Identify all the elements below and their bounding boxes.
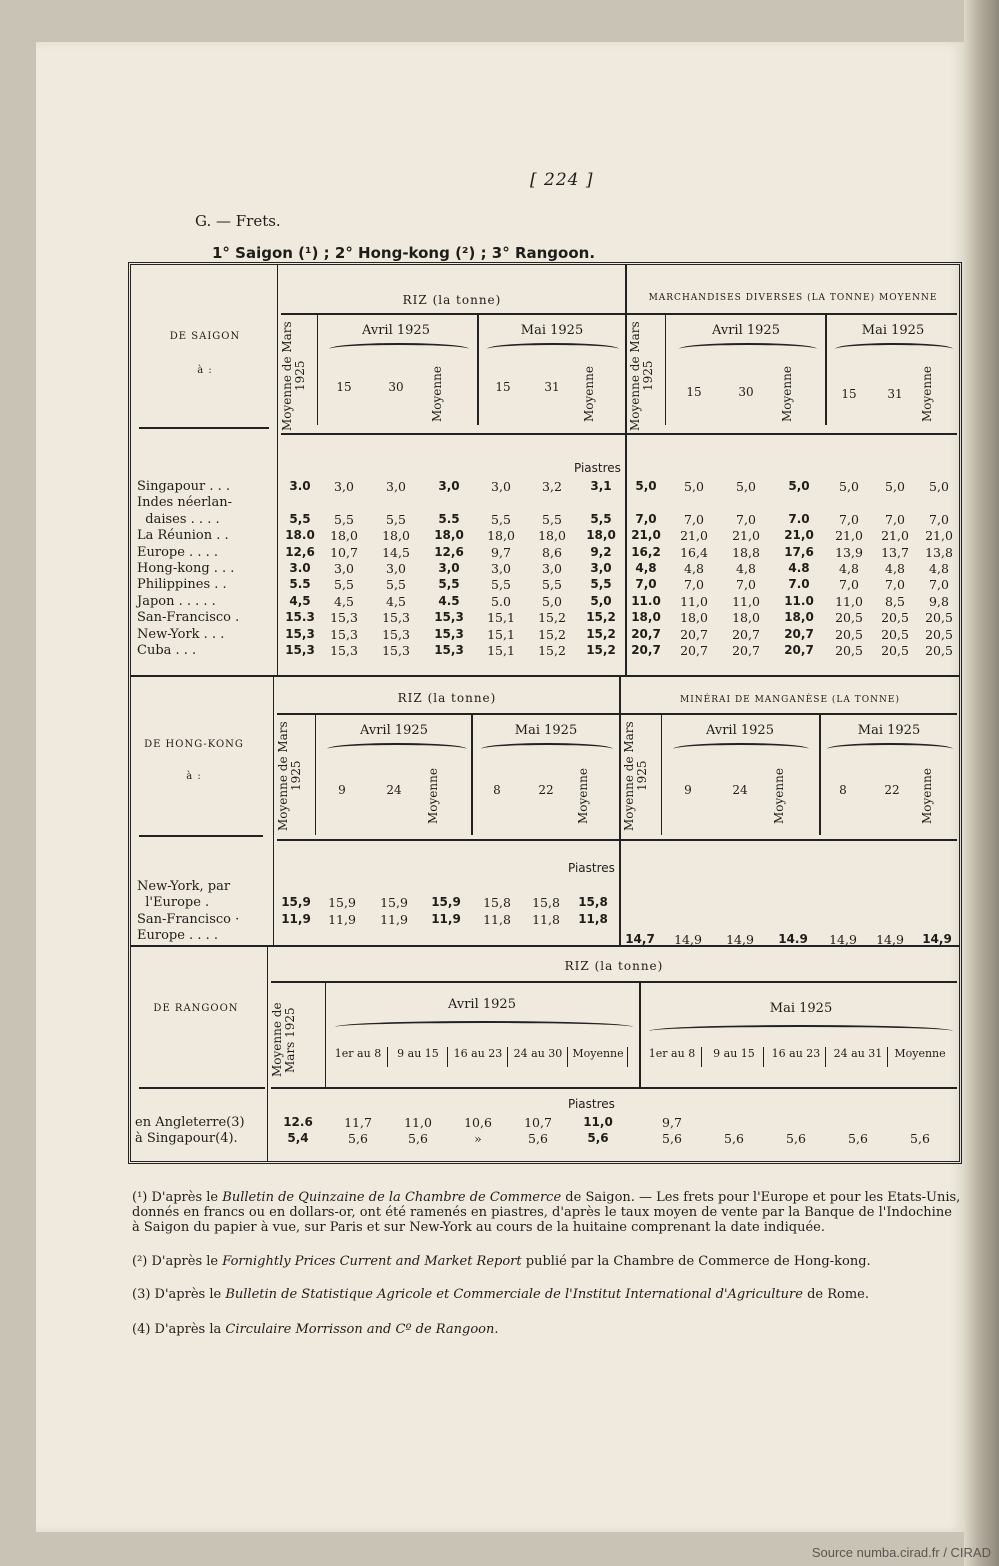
rg-cell-r0-c4: 10,7 bbox=[524, 1115, 552, 1130]
rg-cell-r1-c7: 5,6 bbox=[724, 1131, 744, 1147]
cell-r7-c13: 20,5 bbox=[925, 610, 953, 626]
col-hk-may-moyenne: Moyenne bbox=[576, 768, 590, 824]
cell-r7-c7: 18,0 bbox=[631, 610, 661, 625]
col2-hk-may-8: 8 bbox=[839, 783, 847, 797]
cell-r9-c7: 20,7 bbox=[631, 643, 661, 657]
cell-r1-c9: 7,0 bbox=[736, 511, 756, 527]
may-label-hk-2: Mai 1925 bbox=[857, 723, 921, 738]
cell-r1-c13: 7,0 bbox=[929, 511, 949, 527]
hk-row-label-0: New-York, par l'Europe . bbox=[137, 879, 231, 911]
hk-row-label-1: San-Francisco · bbox=[137, 911, 240, 927]
rg-row-label-1: à Singapour(4). bbox=[135, 1131, 238, 1147]
rg-cell-r1-c0: 5,4 bbox=[287, 1131, 309, 1146]
footnote-1 bbox=[132, 1190, 962, 1235]
footnote-2-lead: (²) D'après le bbox=[132, 1254, 219, 1269]
col2-april-30: 30 bbox=[738, 385, 754, 399]
cell-r0-c13: 5,0 bbox=[929, 479, 949, 494]
cell-r2-c0: 18.0 bbox=[285, 528, 315, 543]
hk-cell-r1-c4: 11,8 bbox=[483, 911, 511, 927]
row-label-6: Japon . . . . . bbox=[137, 593, 216, 609]
rg-cell-r1-c8: 5,6 bbox=[786, 1131, 806, 1147]
cell-r9-c13: 20,5 bbox=[925, 643, 953, 658]
cell-r3-c10: 17,6 bbox=[784, 544, 814, 559]
rg-cell-r0-c6: 9,7 bbox=[662, 1115, 682, 1130]
rg-col-may-2: 16 au 23 bbox=[767, 1047, 826, 1067]
cell-r4-c5: 3,0 bbox=[542, 561, 562, 576]
cell-r9-c4: 15,1 bbox=[487, 643, 515, 658]
cell-r4-c0: 3.0 bbox=[289, 561, 311, 575]
cell-r9-c2: 15,3 bbox=[382, 643, 410, 658]
footnote-4-lead: (4) D'après la bbox=[132, 1322, 222, 1337]
hk-cell-r0-c5: 15,8 bbox=[532, 895, 560, 911]
cell-r9-c10: 20,7 bbox=[784, 643, 814, 657]
rg-cell-r1-c10: 5,6 bbox=[910, 1131, 930, 1147]
row-label-8: New-York . . . bbox=[137, 626, 225, 642]
cell-r9-c5: 15,2 bbox=[538, 643, 566, 658]
group-manganese-label: MINÉRAI DE MANGANÈSE (LA TONNE) bbox=[680, 695, 900, 705]
cell-r7-c9: 18,0 bbox=[732, 610, 760, 626]
cell-r8-c7: 20,7 bbox=[631, 626, 661, 641]
rg-col-april-2: 16 au 23 bbox=[449, 1047, 508, 1067]
cell-r2-c7: 21,0 bbox=[631, 528, 661, 543]
april-label-hk-2: Avril 1925 bbox=[706, 723, 774, 738]
may-label-2: Mai 1925 bbox=[861, 323, 925, 338]
cell-r1-c1: 5,5 bbox=[334, 511, 354, 527]
hk-cell-r2-c2: 14,9 bbox=[726, 932, 754, 948]
cell-r6-c10: 11.0 bbox=[784, 593, 814, 608]
cell-r9-c6: 15,2 bbox=[586, 643, 616, 657]
cell-r1-c12: 7,0 bbox=[885, 511, 905, 527]
row-label-1: Indes néerlan- daises . . . . bbox=[137, 495, 232, 527]
cell-r5-c7: 7,0 bbox=[635, 577, 657, 592]
may-label: Mai 1925 bbox=[520, 323, 584, 338]
cell-r0-c12: 5,0 bbox=[885, 479, 905, 494]
cell-r3-c0: 12,6 bbox=[285, 544, 315, 559]
hk-row-label-2: Europe . . . . bbox=[137, 928, 218, 944]
cell-r4-c9: 4,8 bbox=[736, 561, 756, 576]
cell-r5-c4: 5,5 bbox=[491, 577, 511, 593]
group-riz-label: RIZ (la tonne) bbox=[402, 293, 502, 307]
unit-label-2: Piastres bbox=[568, 861, 615, 875]
rg-cell-r0-c0: 12.6 bbox=[283, 1115, 313, 1129]
rg-cell-r1-c1: 5,6 bbox=[348, 1131, 368, 1147]
cell-r0-c4: 3,0 bbox=[491, 479, 511, 494]
cell-r1-c8: 7,0 bbox=[684, 511, 704, 527]
cell-r1-c11: 7,0 bbox=[839, 511, 859, 527]
col2-hk-april-24: 24 bbox=[732, 783, 748, 797]
cell-r9-c3: 15,3 bbox=[434, 643, 464, 657]
cell-r2-c3: 18,0 bbox=[434, 528, 464, 543]
cell-r1-c0: 5,5 bbox=[289, 511, 311, 526]
col-hk-april-9: 9 bbox=[338, 783, 346, 797]
cell-r8-c11: 20,5 bbox=[835, 626, 863, 642]
rg-cell-r0-c2: 11,0 bbox=[404, 1115, 432, 1130]
col-hk-may-8: 8 bbox=[493, 783, 501, 797]
cell-r7-c3: 15,3 bbox=[434, 610, 464, 625]
cell-r4-c10: 4.8 bbox=[788, 561, 810, 575]
cell-r9-c12: 20,5 bbox=[881, 643, 909, 658]
col-may-moyenne: Moyenne bbox=[582, 366, 596, 422]
cell-r3-c11: 13,9 bbox=[835, 544, 863, 560]
hk-cell-r1-c2: 11,9 bbox=[380, 911, 408, 927]
rg-cell-r1-c6: 5,6 bbox=[662, 1131, 682, 1147]
cell-r0-c0: 3.0 bbox=[289, 479, 311, 493]
unit-label: Piastres bbox=[574, 461, 621, 475]
rg-col-april-1: 9 au 15 bbox=[389, 1047, 448, 1067]
cell-r2-c12: 21,0 bbox=[881, 528, 909, 544]
cell-r6-c0: 4,5 bbox=[289, 593, 311, 608]
col2-hk-may-22: 22 bbox=[884, 783, 900, 797]
cell-r2-c5: 18,0 bbox=[538, 528, 566, 544]
origin-label-2: DE HONG-KONG bbox=[144, 739, 244, 750]
cell-r6-c1: 4,5 bbox=[334, 593, 354, 609]
cell-r6-c13: 9,8 bbox=[929, 593, 949, 609]
rg-row-label-0: en Angleterre(3) bbox=[135, 1115, 245, 1130]
cell-r2-c2: 18,0 bbox=[382, 528, 410, 544]
hk-cell-r0-c0: 15,9 bbox=[281, 895, 311, 910]
rg-cell-r1-c5: 5,6 bbox=[587, 1131, 609, 1146]
footnote-3-title: Bulletin de Statistique Agricole et Commerciale de l'Institut International d'Agriculture bbox=[225, 1287, 803, 1302]
footnote-2-title: Fornightly Prices Current and Market Report bbox=[222, 1254, 522, 1269]
cell-r3-c13: 13,8 bbox=[925, 544, 953, 560]
may-label-rg: Mai 1925 bbox=[769, 1001, 833, 1016]
col-hk-may-22: 22 bbox=[538, 783, 554, 797]
section-rangoon bbox=[131, 947, 959, 1161]
cell-r7-c1: 15,3 bbox=[330, 610, 358, 626]
cell-r7-c0: 15.3 bbox=[285, 610, 315, 625]
cell-r4-c3: 3,0 bbox=[438, 561, 460, 575]
source-credit: Source numba.cirad.fr / CIRAD bbox=[811, 1545, 991, 1560]
april-label: Avril 1925 bbox=[362, 323, 430, 338]
col2-april-moyenne: Moyenne bbox=[780, 366, 794, 422]
cell-r5-c11: 7,0 bbox=[839, 577, 859, 593]
footnote-1-text: de Saigon. — Les frets pour l'Europe et pour les Etats-Unis, donnés en francs ou en dollars-or, ont été ramenés en piastres, d'après le taux moyen de vente par la Banque de l'Indochine à Saigon du papier à vue, sur Paris et sur New-York au cours de la huitaine comprenant la date indiquée. bbox=[132, 1190, 961, 1235]
cell-r2-c10: 21,0 bbox=[784, 528, 814, 543]
cell-r3-c3: 12,6 bbox=[434, 544, 464, 559]
cell-r9-c8: 20,7 bbox=[680, 643, 708, 658]
col-may-31: 31 bbox=[544, 380, 560, 394]
hk-cell-r2-c3: 14.9 bbox=[778, 932, 808, 947]
cell-r8-c2: 15,3 bbox=[382, 626, 410, 642]
footnote-4 bbox=[132, 1322, 962, 1337]
avg-header-hk-2: Moyenne de Mars 1925 bbox=[622, 721, 649, 831]
hk-cell-r1-c0: 11,9 bbox=[281, 911, 311, 926]
cell-r3-c6: 9,2 bbox=[590, 544, 612, 559]
cell-r1-c10: 7.0 bbox=[788, 511, 810, 526]
section-subheading: 1° Saigon (¹) ; 2° Hong-kong (²) ; 3° Rangoon. bbox=[212, 244, 596, 262]
cell-r3-c5: 8,6 bbox=[542, 544, 562, 560]
cell-r3-c12: 13,7 bbox=[881, 544, 909, 560]
col2-may-moyenne: Moyenne bbox=[920, 366, 934, 422]
cell-r2-c11: 21,0 bbox=[835, 528, 863, 544]
row-label-5: Philippines . . bbox=[137, 577, 227, 593]
cell-r4-c2: 3,0 bbox=[386, 561, 406, 576]
cell-r2-c13: 21,0 bbox=[925, 528, 953, 544]
cell-r2-c1: 18,0 bbox=[330, 528, 358, 544]
cell-r3-c1: 10,7 bbox=[330, 544, 358, 560]
rg-col-april-4: Moyenne bbox=[569, 1047, 628, 1067]
footnote-4-title: Circulaire Morrisson and Cº de Rangoon. bbox=[225, 1322, 499, 1337]
april-label-hk: Avril 1925 bbox=[360, 723, 428, 738]
rg-col-april-0: 1er au 8 bbox=[329, 1047, 388, 1067]
cell-r8-c9: 20,7 bbox=[732, 626, 760, 642]
cell-r2-c4: 18,0 bbox=[487, 528, 515, 544]
cell-r3-c7: 16,2 bbox=[631, 544, 661, 559]
cell-r7-c2: 15,3 bbox=[382, 610, 410, 626]
footnote-3-lead: (3) D'après le bbox=[132, 1287, 222, 1302]
cell-r6-c5: 5,0 bbox=[542, 593, 562, 609]
cell-r1-c2: 5,5 bbox=[386, 511, 406, 527]
cell-r1-c3: 5.5 bbox=[438, 511, 460, 526]
col2-may-15: 15 bbox=[841, 387, 857, 401]
hk-cell-r0-c1: 15,9 bbox=[328, 895, 356, 911]
cell-r3-c9: 18,8 bbox=[732, 544, 760, 560]
cell-r0-c10: 5,0 bbox=[788, 479, 810, 493]
cell-r5-c2: 5,5 bbox=[386, 577, 406, 593]
cell-r0-c11: 5,0 bbox=[839, 479, 859, 494]
cell-r6-c12: 8,5 bbox=[885, 593, 905, 609]
cell-r0-c6: 3,1 bbox=[590, 479, 612, 493]
cell-r0-c5: 3,2 bbox=[542, 479, 562, 494]
book-spine bbox=[964, 0, 999, 1566]
cell-r7-c12: 20,5 bbox=[881, 610, 909, 626]
unit-label-3: Piastres bbox=[568, 1097, 615, 1111]
cell-r0-c9: 5,0 bbox=[736, 479, 756, 494]
cell-r4-c8: 4,8 bbox=[684, 561, 704, 576]
col-april-30: 30 bbox=[388, 380, 404, 394]
cell-r5-c1: 5,5 bbox=[334, 577, 354, 593]
col-hk-april-moyenne: Moyenne bbox=[426, 768, 440, 824]
col-april-moyenne: Moyenne bbox=[430, 366, 444, 422]
cell-r9-c9: 20,7 bbox=[732, 643, 760, 658]
cell-r2-c8: 21,0 bbox=[680, 528, 708, 544]
cell-r8-c3: 15,3 bbox=[434, 626, 464, 641]
cell-r6-c8: 11,0 bbox=[680, 593, 708, 609]
hk-cell-r1-c1: 11,9 bbox=[328, 911, 356, 927]
avg-header: Moyenne de Mars 1925 bbox=[280, 321, 307, 431]
april-label-rg: Avril 1925 bbox=[448, 997, 516, 1012]
section-heading: G. — Frets. bbox=[195, 212, 281, 230]
cell-r2-c9: 21,0 bbox=[732, 528, 760, 544]
hk-cell-r2-c1: 14,9 bbox=[674, 932, 702, 948]
rg-col-may-3: 24 au 31 bbox=[829, 1047, 888, 1067]
rg-col-may-4: Moyenne bbox=[894, 1047, 946, 1060]
cell-r7-c5: 15,2 bbox=[538, 610, 566, 626]
page-number: [ 224 ] bbox=[530, 170, 594, 190]
origin-to-label: à : bbox=[197, 365, 213, 376]
cell-r1-c7: 7,0 bbox=[635, 511, 657, 526]
cell-r3-c4: 9,7 bbox=[491, 544, 511, 560]
group-riz-label-3: RIZ (la tonne) bbox=[564, 959, 664, 973]
footnote-1-title: Bulletin de Quinzaine de la Chambre de Commerce bbox=[222, 1190, 562, 1205]
col2-hk-may-moyenne: Moyenne bbox=[920, 768, 934, 824]
cell-r4-c6: 3,0 bbox=[590, 561, 612, 575]
cell-r0-c2: 3,0 bbox=[386, 479, 406, 494]
avg-header-hk: Moyenne de Mars 1925 bbox=[276, 721, 303, 831]
cell-r9-c0: 15,3 bbox=[285, 643, 315, 657]
april-label-2: Avril 1925 bbox=[712, 323, 780, 338]
footnote-1-lead: (¹) D'après le bbox=[132, 1190, 219, 1205]
cell-r6-c11: 11,0 bbox=[835, 593, 863, 609]
group-riz-label-2: RIZ (la tonne) bbox=[397, 691, 497, 705]
cell-r1-c4: 5,5 bbox=[491, 511, 511, 527]
cell-r0-c1: 3,0 bbox=[334, 479, 354, 494]
cell-r6-c2: 4,5 bbox=[386, 593, 406, 609]
cell-r7-c4: 15,1 bbox=[487, 610, 515, 626]
hk-cell-r0-c2: 15,9 bbox=[380, 895, 408, 911]
cell-r9-c1: 15,3 bbox=[330, 643, 358, 658]
cell-r7-c8: 18,0 bbox=[680, 610, 708, 626]
cell-r9-c11: 20,5 bbox=[835, 643, 863, 658]
section-saigon bbox=[131, 265, 959, 677]
cell-r8-c0: 15,3 bbox=[285, 626, 315, 641]
hk-cell-r2-c0: 14,7 bbox=[625, 932, 655, 947]
origin-to-label-2: à : bbox=[186, 771, 202, 782]
cell-r5-c12: 7,0 bbox=[885, 577, 905, 593]
rg-cell-r1-c4: 5,6 bbox=[528, 1131, 548, 1147]
rg-col-april-3: 24 au 30 bbox=[509, 1047, 568, 1067]
rg-cell-r0-c3: 10,6 bbox=[464, 1115, 492, 1130]
cell-r5-c0: 5.5 bbox=[289, 577, 311, 592]
origin-label: DE SAIGON bbox=[169, 331, 241, 342]
cell-r8-c12: 20,5 bbox=[881, 626, 909, 642]
cell-r4-c7: 4,8 bbox=[635, 561, 657, 575]
cell-r2-c6: 18,0 bbox=[586, 528, 616, 543]
cell-r3-c2: 14,5 bbox=[382, 544, 410, 560]
cell-r4-c13: 4,8 bbox=[929, 561, 949, 576]
rg-cell-r1-c9: 5,6 bbox=[848, 1131, 868, 1147]
row-label-4: Hong-kong . . . bbox=[137, 561, 235, 576]
col2-may-31: 31 bbox=[887, 387, 903, 401]
hk-cell-r1-c5: 11,8 bbox=[532, 911, 560, 927]
cell-r0-c8: 5,0 bbox=[684, 479, 704, 494]
row-label-0: Singapour . . . bbox=[137, 479, 231, 494]
section-hongkong bbox=[131, 677, 959, 947]
rg-col-may-0: 1er au 8 bbox=[643, 1047, 702, 1067]
row-label-7: San-Francisco . bbox=[137, 610, 240, 626]
cell-r5-c10: 7.0 bbox=[788, 577, 810, 592]
avg-header-2: Moyenne de Mars 1925 bbox=[628, 321, 655, 431]
cell-r0-c7: 5,0 bbox=[635, 479, 657, 493]
hk-cell-r0-c6: 15,8 bbox=[578, 895, 608, 910]
rg-cell-r0-c5: 11,0 bbox=[583, 1115, 613, 1129]
cell-r8-c10: 20,7 bbox=[784, 626, 814, 641]
col-april-15: 15 bbox=[336, 380, 352, 394]
rg-cell-r1-c3: » bbox=[474, 1131, 482, 1147]
cell-r7-c11: 20,5 bbox=[835, 610, 863, 626]
cell-r6-c9: 11,0 bbox=[732, 593, 760, 609]
hk-cell-r1-c3: 11,9 bbox=[431, 911, 461, 926]
rg-cell-r1-c2: 5,6 bbox=[408, 1131, 428, 1147]
footnote-3 bbox=[132, 1287, 962, 1302]
row-label-2: La Réunion . . bbox=[137, 528, 229, 544]
cell-r1-c6: 5,5 bbox=[590, 511, 612, 526]
cell-r5-c13: 7,0 bbox=[929, 577, 949, 593]
cell-r6-c6: 5,0 bbox=[590, 593, 612, 608]
cell-r3-c8: 16,4 bbox=[680, 544, 708, 560]
cell-r4-c1: 3,0 bbox=[334, 561, 354, 576]
hk-cell-r2-c6: 14,9 bbox=[922, 932, 952, 947]
cell-r8-c4: 15,1 bbox=[487, 626, 515, 642]
row-label-9: Cuba . . . bbox=[137, 643, 197, 658]
footnote-2 bbox=[132, 1254, 962, 1269]
cell-r7-c10: 18,0 bbox=[784, 610, 814, 625]
may-label-hk: Mai 1925 bbox=[514, 723, 578, 738]
cell-r6-c3: 4.5 bbox=[438, 593, 460, 608]
cell-r1-c5: 5,5 bbox=[542, 511, 562, 527]
origin-label-3: DE RANGOON bbox=[153, 1003, 239, 1014]
cell-r5-c6: 5,5 bbox=[590, 577, 612, 592]
col-hk-april-24: 24 bbox=[386, 783, 402, 797]
cell-r4-c12: 4,8 bbox=[885, 561, 905, 576]
avg-header-rg: Moyenne de Mars 1925 bbox=[270, 1002, 297, 1078]
cell-r5-c3: 5,5 bbox=[438, 577, 460, 592]
cell-r7-c6: 15,2 bbox=[586, 610, 616, 625]
col-may-15: 15 bbox=[495, 380, 511, 394]
cell-r8-c5: 15,2 bbox=[538, 626, 566, 642]
row-label-3: Europe . . . . bbox=[137, 544, 218, 560]
hk-cell-r0-c3: 15,9 bbox=[431, 895, 461, 910]
cell-r4-c11: 4,8 bbox=[839, 561, 859, 576]
cell-r8-c8: 20,7 bbox=[680, 626, 708, 642]
hk-cell-r2-c4: 14,9 bbox=[829, 932, 857, 948]
col2-hk-april-9: 9 bbox=[684, 783, 692, 797]
freight-table bbox=[128, 262, 962, 1164]
group-marchandises-label: MARCHANDISES DIVERSES (LA TONNE) MOYENNE bbox=[648, 293, 938, 303]
hk-cell-r2-c5: 14,9 bbox=[876, 932, 904, 948]
cell-r5-c5: 5,5 bbox=[542, 577, 562, 593]
hk-cell-r1-c6: 11,8 bbox=[578, 911, 608, 926]
cell-r6-c4: 5.0 bbox=[491, 593, 511, 609]
cell-r0-c3: 3,0 bbox=[438, 479, 460, 493]
cell-r4-c4: 3,0 bbox=[491, 561, 511, 576]
cell-r5-c8: 7,0 bbox=[684, 577, 704, 593]
col2-hk-april-moyenne: Moyenne bbox=[772, 768, 786, 824]
cell-r6-c7: 11.0 bbox=[631, 593, 661, 608]
cell-r8-c13: 20,5 bbox=[925, 626, 953, 642]
cell-r5-c9: 7,0 bbox=[736, 577, 756, 593]
cell-r8-c6: 15,2 bbox=[586, 626, 616, 641]
rg-col-may-1: 9 au 15 bbox=[705, 1047, 764, 1067]
footnote-2-text: publié par la Chambre de Commerce de Hong-kong. bbox=[525, 1254, 871, 1269]
cell-r8-c1: 15,3 bbox=[330, 626, 358, 642]
footnote-3-text: de Rome. bbox=[807, 1287, 869, 1302]
hk-cell-r0-c4: 15,8 bbox=[483, 895, 511, 911]
rg-cell-r0-c1: 11,7 bbox=[344, 1115, 372, 1130]
col2-april-15: 15 bbox=[686, 385, 702, 399]
